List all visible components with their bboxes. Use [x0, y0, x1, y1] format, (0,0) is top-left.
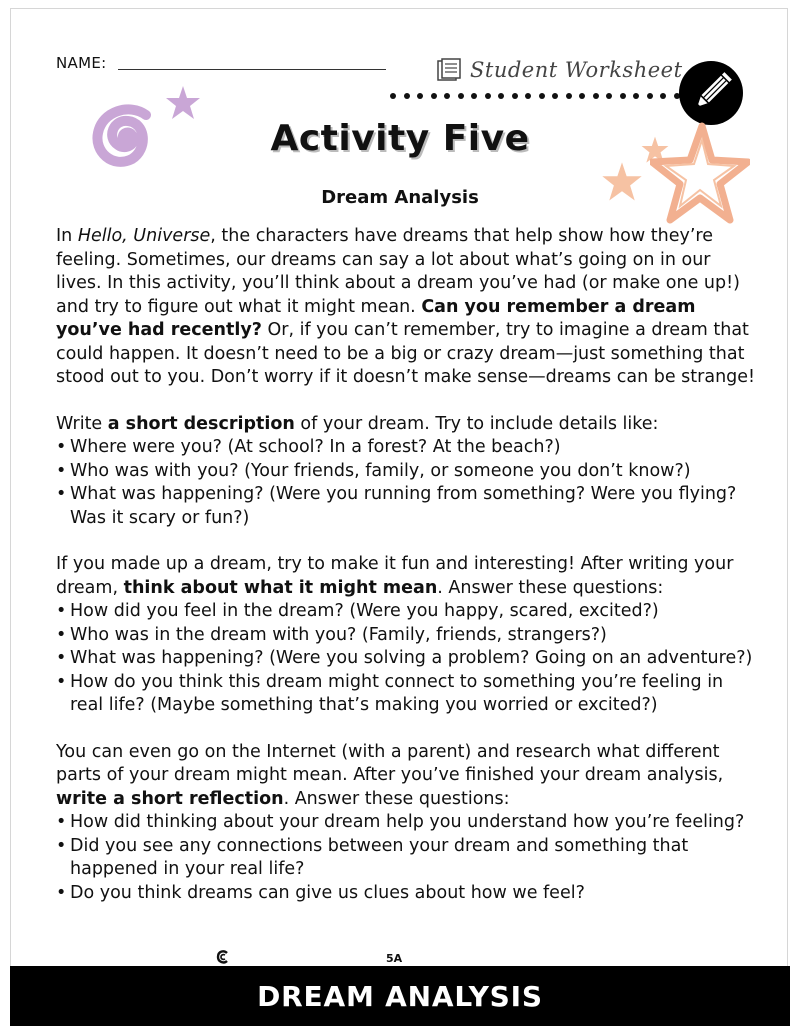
list-item: • Did you see any connections between your dream and something that happened in your real life?	[56, 835, 756, 882]
page-number: 5A	[386, 952, 403, 965]
dotted-divider	[390, 93, 680, 101]
list-item: • How did you feel in the dream? (Were you happy, scared, excited?)	[56, 600, 756, 624]
describe-paragraph: Write a short description of your dream. Try to include details like:	[56, 413, 659, 434]
reflect-prompt: write a short reflection	[56, 788, 284, 809]
describe-prompt: a short description	[107, 413, 295, 434]
list-item: • Where were you? (At school? In a forest? At the beach?)	[56, 436, 756, 460]
page-title: Activity Five	[270, 118, 530, 159]
meaning-list	[56, 600, 756, 718]
list-item: • How did thinking about your dream help you understand how you’re feeling?	[56, 811, 756, 835]
intro-paragraph: In Hello, Universe, the characters have dreams that help show how they’re feeling. Sometimes, our dreams can say a lot about what’s going on in our lives. In this activity, you’ll think about a dream you’ve had (or make one up!) and try to figure out what it might mean. Can you remember a dream you’ve had recently? Or, if you can’t remember, try to imagine a dream that could happen. It doesn’t need to be a big or crazy dream—just something that stood out to you. Don’t worry if it doesn’t make sense—dreams can be strange!	[56, 226, 756, 387]
page-subtitle: Dream Analysis	[321, 187, 479, 208]
list-item: • Do you think dreams can give us clues about how we feel?	[56, 882, 756, 906]
book-title: Hello, Universe	[77, 226, 211, 246]
pencil-icon	[678, 60, 744, 126]
footer-banner	[10, 966, 790, 1026]
list-item: • Who was in the dream with you? (Family, friends, strangers?)	[56, 624, 756, 648]
meaning-paragraph: If you made up a dream, try to make it fun and interesting! After writing your dream, think about what it might mean. Answer these questions:	[56, 554, 734, 598]
intro-prompt: Can you remember a dream you’ve had recently?	[56, 296, 696, 340]
list-item: • Who was with you? (Your friends, family, or someone you don’t know?)	[56, 460, 756, 484]
reflect-paragraph: You can even go on the Internet (with a parent) and research what different parts of your dream might mean. After you’ve finished your dream analysis, write a short reflection. Answer these questions:	[56, 741, 724, 809]
worksheet-content	[56, 225, 756, 905]
student-worksheet-tag	[436, 58, 683, 82]
meaning-prompt: think about what it might mean	[123, 577, 438, 598]
list-item: • What was happening? (Were you running from something? Were you flying? Was it scary or fun?)	[56, 483, 756, 530]
footer-banner-text: DREAM ANALYSIS	[257, 979, 543, 1013]
worksheet-label: Student Worksheet	[470, 58, 683, 82]
describe-list	[56, 436, 756, 530]
list-item: • What was happening? (Were you solving a problem? Going on an adventure?)	[56, 647, 756, 671]
name-line[interactable]	[118, 69, 386, 70]
name-label: NAME:	[56, 54, 107, 72]
star-icon	[164, 84, 202, 122]
publisher-logo-icon	[216, 950, 230, 964]
reflect-list	[56, 811, 756, 905]
list-item: • How do you think this dream might connect to something you’re feeling in real life? (Maybe something that’s making you worried or excited?)	[56, 671, 756, 718]
notebook-icon	[436, 58, 462, 82]
